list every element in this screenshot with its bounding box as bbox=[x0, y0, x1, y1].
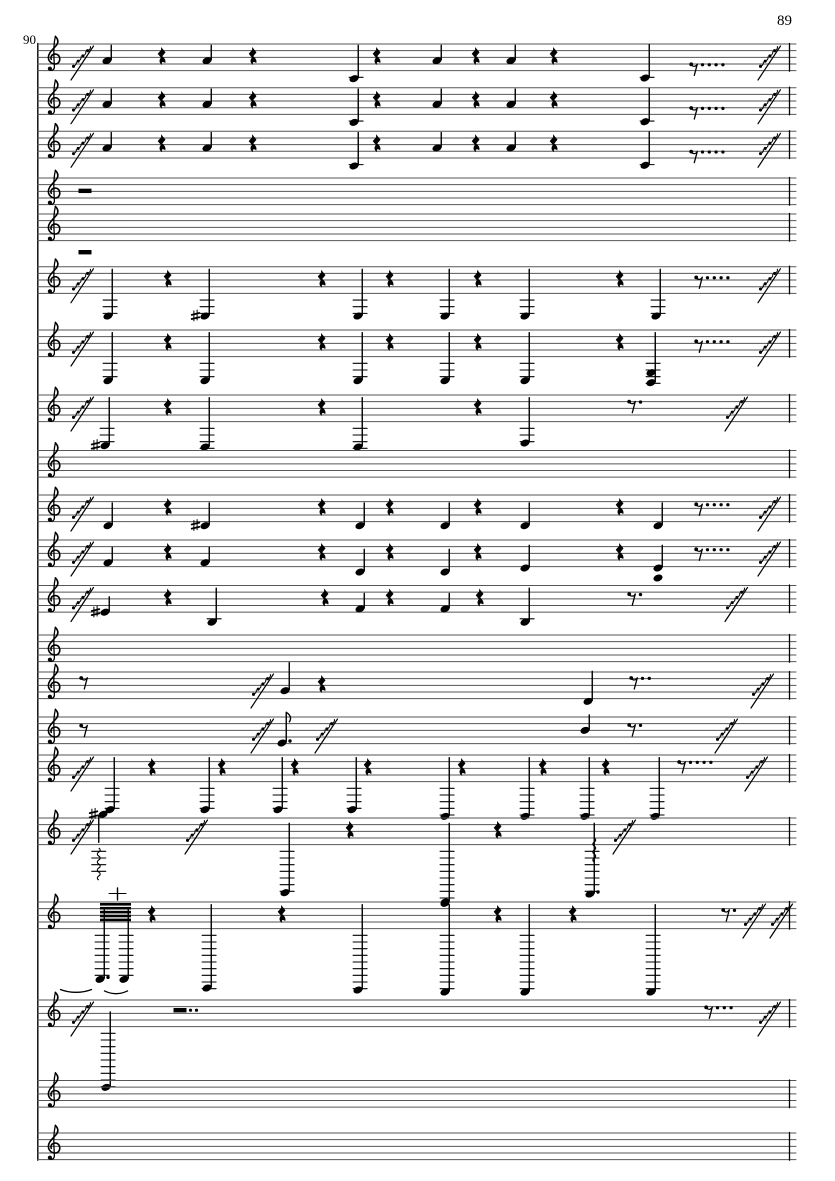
staff-19 bbox=[38, 992, 796, 1092]
staff-10 bbox=[38, 487, 796, 531]
quarter-rest bbox=[474, 398, 482, 416]
treble-clef-icon bbox=[48, 992, 60, 1026]
measure-rest bbox=[79, 189, 92, 193]
quarter-rest bbox=[164, 543, 172, 561]
quarter-note bbox=[505, 89, 516, 109]
quarter-rest bbox=[373, 134, 381, 152]
eighth-rest-dotted bbox=[627, 400, 642, 413]
treble-clef-icon bbox=[48, 387, 60, 421]
eighth-rest-dotted bbox=[694, 502, 729, 515]
quarter-note-sharp bbox=[192, 269, 214, 320]
staff-3 bbox=[38, 124, 796, 171]
quarter-note bbox=[101, 133, 112, 153]
quarter-note bbox=[101, 45, 112, 65]
quarter-rest bbox=[476, 589, 484, 607]
staff-18 bbox=[38, 888, 796, 997]
staff-lines bbox=[38, 395, 796, 422]
page-number: 89 bbox=[777, 13, 792, 29]
quarter-note bbox=[102, 333, 117, 386]
quarter-note bbox=[199, 547, 210, 567]
quarter-note bbox=[652, 545, 663, 582]
quarter-note bbox=[431, 45, 442, 65]
quarter-rest bbox=[318, 675, 326, 693]
staff-lines bbox=[38, 88, 796, 115]
quarter-rest bbox=[550, 47, 558, 65]
treble-clef-icon bbox=[48, 810, 60, 844]
staff-4 bbox=[38, 170, 796, 205]
eighth-rest-dotted bbox=[704, 1005, 732, 1018]
quarter-rest bbox=[158, 91, 166, 109]
sharp-icon bbox=[92, 606, 100, 617]
quarter-note bbox=[519, 503, 530, 530]
quarter-rest bbox=[373, 47, 381, 65]
staff-12 bbox=[38, 578, 796, 627]
staff-2 bbox=[38, 80, 796, 127]
quarter-note bbox=[352, 333, 367, 386]
quarter-rest bbox=[386, 333, 394, 351]
quarter-note bbox=[584, 823, 599, 898]
treble-clef-icon bbox=[48, 322, 60, 356]
quarter-note-sharp bbox=[90, 808, 109, 880]
staff-11 bbox=[38, 532, 796, 582]
quarter-rest bbox=[249, 134, 257, 152]
quarter-rest bbox=[318, 543, 326, 561]
staff-16 bbox=[38, 747, 796, 821]
staff-lines bbox=[38, 586, 796, 613]
quarter-note bbox=[354, 594, 365, 614]
quarter-note bbox=[579, 758, 594, 821]
quarter-note bbox=[272, 758, 287, 815]
quarter-note bbox=[199, 758, 214, 815]
quarter-rest bbox=[218, 758, 226, 776]
quarter-note bbox=[201, 133, 212, 153]
staff-lines bbox=[38, 635, 796, 662]
quarter-note bbox=[645, 333, 660, 388]
quarter-note bbox=[439, 594, 450, 614]
quarter-rest bbox=[494, 821, 502, 839]
quarter-rest bbox=[458, 758, 466, 776]
treble-clef-icon bbox=[48, 36, 60, 70]
measure-rest-dotted bbox=[174, 1008, 199, 1012]
quarter-rest bbox=[318, 333, 326, 351]
staff-lines bbox=[38, 131, 796, 158]
staff-5 bbox=[38, 206, 796, 254]
quarter-rest bbox=[164, 333, 172, 351]
treble-clef-icon bbox=[48, 206, 60, 240]
treble-clef-icon bbox=[48, 124, 60, 158]
quarter-rest bbox=[386, 498, 394, 516]
quarter-rest bbox=[472, 91, 480, 109]
quarter-rest bbox=[474, 270, 482, 288]
quarter-note bbox=[439, 758, 454, 821]
eighth-rest bbox=[79, 676, 87, 689]
tie-slur bbox=[60, 989, 92, 992]
quarter-rest bbox=[550, 91, 558, 109]
quarter-rest bbox=[474, 498, 482, 516]
quarter-rest bbox=[321, 589, 329, 607]
quarter-rest bbox=[472, 47, 480, 65]
quarter-note bbox=[439, 333, 454, 386]
staff-lines bbox=[38, 451, 796, 478]
quarter-rest bbox=[158, 47, 166, 65]
staff-8 bbox=[38, 387, 796, 451]
quarter-rest bbox=[148, 905, 156, 923]
quarter-rest bbox=[539, 758, 547, 776]
quarter-note bbox=[102, 269, 117, 320]
treble-clef-icon bbox=[48, 80, 60, 114]
quarter-note bbox=[652, 503, 663, 530]
cross-staff-stem bbox=[109, 888, 126, 900]
staff-lines bbox=[38, 1000, 796, 1027]
quarter-note bbox=[354, 503, 365, 530]
quarter-rest bbox=[164, 270, 172, 288]
tie-slur bbox=[104, 991, 128, 994]
quarter-rest bbox=[249, 91, 257, 109]
treble-clef-icon bbox=[48, 532, 60, 566]
quarter-note bbox=[352, 905, 367, 995]
staff-lines bbox=[38, 330, 796, 357]
quarter-note bbox=[582, 671, 593, 706]
quarter-note bbox=[199, 398, 214, 452]
sharp-icon bbox=[92, 440, 100, 451]
staff-lines bbox=[38, 717, 796, 744]
quarter-note bbox=[199, 333, 214, 386]
quarter-note bbox=[201, 905, 216, 993]
quarter-note bbox=[439, 269, 454, 320]
quarter-rest bbox=[569, 905, 577, 923]
quarter-rest bbox=[346, 821, 354, 839]
quarter-note bbox=[649, 758, 664, 821]
treble-clef-icon bbox=[48, 1125, 60, 1159]
quarter-note bbox=[519, 333, 534, 386]
quarter-note bbox=[505, 133, 516, 153]
quarter-note bbox=[346, 758, 361, 815]
quarter-rest bbox=[474, 333, 482, 351]
quarter-note bbox=[519, 905, 534, 997]
quarter-note bbox=[102, 503, 113, 530]
eighth-rest-dotted bbox=[627, 723, 642, 736]
quarter-note bbox=[519, 545, 530, 572]
measure-rest bbox=[79, 250, 92, 254]
staff-7 bbox=[38, 322, 796, 387]
quarter-rest bbox=[616, 543, 624, 561]
staff-lines bbox=[38, 44, 796, 71]
quarter-rest bbox=[386, 543, 394, 561]
treble-clef-icon bbox=[48, 487, 60, 521]
quarter-note-sharp bbox=[192, 503, 211, 530]
quarter-note bbox=[352, 398, 367, 452]
staff-lines bbox=[38, 540, 796, 567]
quarter-rest bbox=[616, 270, 624, 288]
quarter-note bbox=[431, 89, 442, 109]
quarter-note bbox=[352, 269, 367, 320]
treble-clef-icon bbox=[48, 664, 60, 698]
staff-15 bbox=[38, 709, 796, 753]
eighth-rest-dotted bbox=[721, 908, 736, 921]
quarter-rest bbox=[494, 905, 502, 923]
eighth-rest-dotted bbox=[694, 547, 729, 560]
measure-number: 90 bbox=[23, 32, 36, 47]
treble-clef-icon bbox=[48, 578, 60, 612]
quarter-note bbox=[431, 133, 442, 153]
sharp-icon bbox=[192, 310, 200, 321]
quarter-rest bbox=[158, 134, 166, 152]
treble-clef-icon bbox=[48, 894, 60, 928]
quarter-rest bbox=[318, 498, 326, 516]
quarter-note bbox=[650, 269, 665, 320]
quarter-rest bbox=[550, 134, 558, 152]
staff-lines bbox=[38, 1133, 796, 1160]
quarter-rest bbox=[616, 498, 624, 516]
staff-21 bbox=[38, 1125, 796, 1160]
quarter-note bbox=[206, 588, 221, 627]
quarter-rest bbox=[386, 589, 394, 607]
staff-20 bbox=[38, 1073, 796, 1108]
quarter-note bbox=[439, 899, 454, 997]
treble-clef-icon bbox=[48, 1073, 60, 1107]
quarter-note bbox=[104, 758, 119, 815]
staff-9 bbox=[38, 443, 796, 478]
quarter-note bbox=[102, 547, 113, 567]
quarter-note bbox=[201, 89, 212, 109]
quarter-note bbox=[439, 503, 450, 530]
quarter-rest bbox=[164, 398, 172, 416]
staff-13 bbox=[38, 627, 796, 662]
staff-1 bbox=[38, 36, 796, 83]
quarter-rest bbox=[474, 543, 482, 561]
treble-clef-icon bbox=[48, 259, 60, 293]
quarter-note bbox=[101, 89, 112, 109]
treble-clef-icon bbox=[48, 709, 60, 743]
staff-17 bbox=[38, 808, 796, 906]
quarter-rest bbox=[472, 134, 480, 152]
quarter-rest bbox=[278, 905, 286, 923]
quarter-note bbox=[201, 45, 212, 65]
quarter-rest bbox=[164, 498, 172, 516]
quarter-rest bbox=[373, 91, 381, 109]
staff-lines bbox=[38, 1081, 796, 1108]
quarter-note bbox=[519, 398, 534, 448]
staff-lines bbox=[38, 267, 796, 294]
quarter-note bbox=[519, 269, 534, 320]
staff-lines bbox=[38, 214, 796, 241]
treble-clef-icon bbox=[48, 627, 60, 661]
quarter-note bbox=[519, 588, 534, 627]
quarter-note bbox=[279, 823, 294, 897]
quarter-rest bbox=[318, 270, 326, 288]
quarter-note bbox=[505, 45, 516, 65]
quarter-note-sharp bbox=[92, 597, 111, 617]
quarter-rest bbox=[318, 398, 326, 416]
staff-lines bbox=[38, 818, 796, 845]
eighth-rest-dotted bbox=[629, 676, 651, 689]
quarter-note bbox=[519, 758, 534, 821]
treble-clef-icon bbox=[48, 747, 60, 781]
quarter-note bbox=[645, 905, 660, 997]
quarter-rest bbox=[291, 758, 299, 776]
quarter-rest bbox=[148, 758, 156, 776]
quarter-rest bbox=[602, 758, 610, 776]
staff-lines bbox=[38, 178, 796, 205]
quarter-rest bbox=[616, 333, 624, 351]
quarter-note-sharp bbox=[92, 398, 114, 451]
staff-lines bbox=[38, 495, 796, 522]
quarter-rest bbox=[164, 589, 172, 607]
quarter-rest bbox=[386, 270, 394, 288]
quarter-note bbox=[439, 823, 454, 906]
staff-lines bbox=[38, 672, 796, 699]
treble-clef-icon bbox=[48, 170, 60, 204]
staff-6 bbox=[38, 259, 796, 321]
treble-clef-icon bbox=[48, 443, 60, 477]
quarter-rest bbox=[249, 47, 257, 65]
quarter-note bbox=[579, 715, 590, 735]
staff-14 bbox=[38, 663, 796, 708]
quarter-rest bbox=[364, 758, 372, 776]
